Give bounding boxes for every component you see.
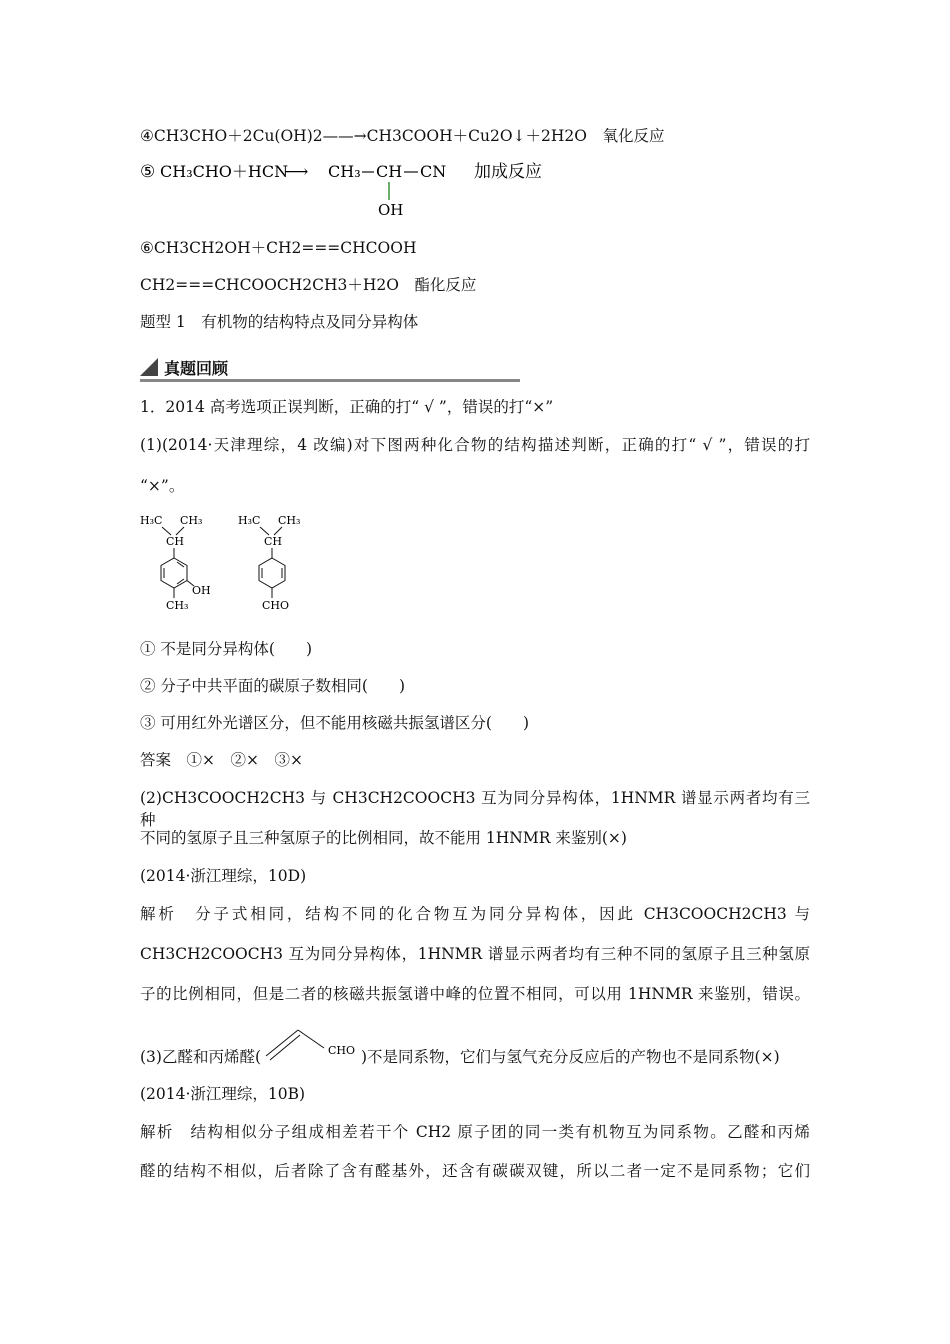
product-cn: CN [420,162,447,181]
acrolein-cho: CHO [328,1044,356,1057]
mol1-ch3-bottom: CH₃ [166,599,189,612]
option-1: ① 不是同分异构体( ) [140,640,313,658]
mol1-oh: OH [192,584,211,597]
question-1-2-source: (2014·浙江理综，10D) [140,867,307,885]
question-1-2-line-2: 不同的氢原子且三种氢原子的比例相同，故不能用 1HNMR 来鉴别(×) [140,829,627,847]
question-1: 1．2014 高考选项正误判断，正确的打“ √ ”，错误的打“×” [140,398,554,416]
analysis-3-line-2: 醛的结构不相似，后者除了含有醛基外，还含有碳碳双键，所以二者一定不是同系物；它们 [140,1162,810,1180]
section-triangle-icon [140,358,158,376]
question-1-1-line-1: (1)(2014·天津理综，4 改编)对下图两种化合物的结构描述判断，正确的打“ √ ”，错误的打 [140,436,810,454]
reaction-4: ④CH3CHO＋2Cu(OH)2——→CH3COOH＋Cu2O↓＋2H2O 氧化反应 [140,127,665,145]
mol2-ch: CH [264,535,283,548]
option-3: ③ 可用红外光谱区分，但不能用核磁共振氢谱区分( ) [140,714,530,732]
acrolein-structure [264,1024,364,1066]
mol1-h3c: H₃C [140,514,163,527]
section-header [140,352,520,382]
analysis-2-line-1: 解析 分子式相同，结构不同的化合物互为同分异构体，因此 CH3COOCH2CH3 与 [140,905,810,923]
mol2-ch3: CH₃ [278,514,301,527]
analysis-2-line-2: CH3CH2COOCH3 互为同分异构体，1HNMR 谱显示两者均有三种不同的氢原子且三种氢原 [140,945,810,963]
product-ch3: CH₃ [328,162,361,181]
question-type-heading: 题型 1 有机物的结构特点及同分异构体 [140,313,419,331]
reaction-5-type: 加成反应 [474,162,542,182]
mol2-h3c: H₃C [238,514,261,527]
reaction-6-line-2: CH2===CHCOOCH2CH3＋H2O 酯化反应 [140,276,477,294]
product-oh: OH [378,201,404,219]
question-1-3-source: (2014·浙江理综，10B) [140,1085,306,1103]
reaction-5 [138,158,578,220]
product-ch: CH [376,162,403,181]
analysis-2-line-3: 子的比例相同，但是二者的核磁共振氢谱中峰的位置不相同，可以用 1HNMR 来鉴别，错误。 [140,985,810,1003]
question-1-2-line-1: (2)CH3COOCH2CH3 与 CH3CH2COOCH3 互为同分异构体，1HNMR 谱显示两者均有三种 [140,789,810,829]
reaction-5-arrow: ⟶ [284,162,309,182]
question-1-3-suffix: )不是同系物，它们与氢气充分反应后的产物也不是同系物(×) [361,1048,780,1066]
analysis-3-line-1: 解析 结构相似分子组成相差若干个 CH2 原子团的同一类有机物互为同系物。乙醛和丙烯 [140,1123,810,1141]
section-rule [140,379,520,382]
section-title: 真题回顾 [164,359,229,378]
mol2-cho: CHO [262,599,290,612]
structures-figure [138,510,318,618]
reaction-6-line-1: ⑥CH3CH2OH＋CH2===CHCOOH [140,239,417,257]
reaction-5-reactants: CH₃CHO＋HCN [160,162,289,181]
question-1-1-line-2: “×”。 [140,477,185,495]
mol1-ch3: CH₃ [180,514,203,527]
option-2: ② 分子中共平面的碳原子数相同( ) [140,677,406,695]
reaction-5-label: ⑤ [140,162,156,182]
mol1-ch: CH [166,535,185,548]
question-1-3-prefix: (3)乙醛和丙烯醛( [140,1048,262,1066]
answer-line: 答案 ①× ②× ③× [140,751,303,769]
